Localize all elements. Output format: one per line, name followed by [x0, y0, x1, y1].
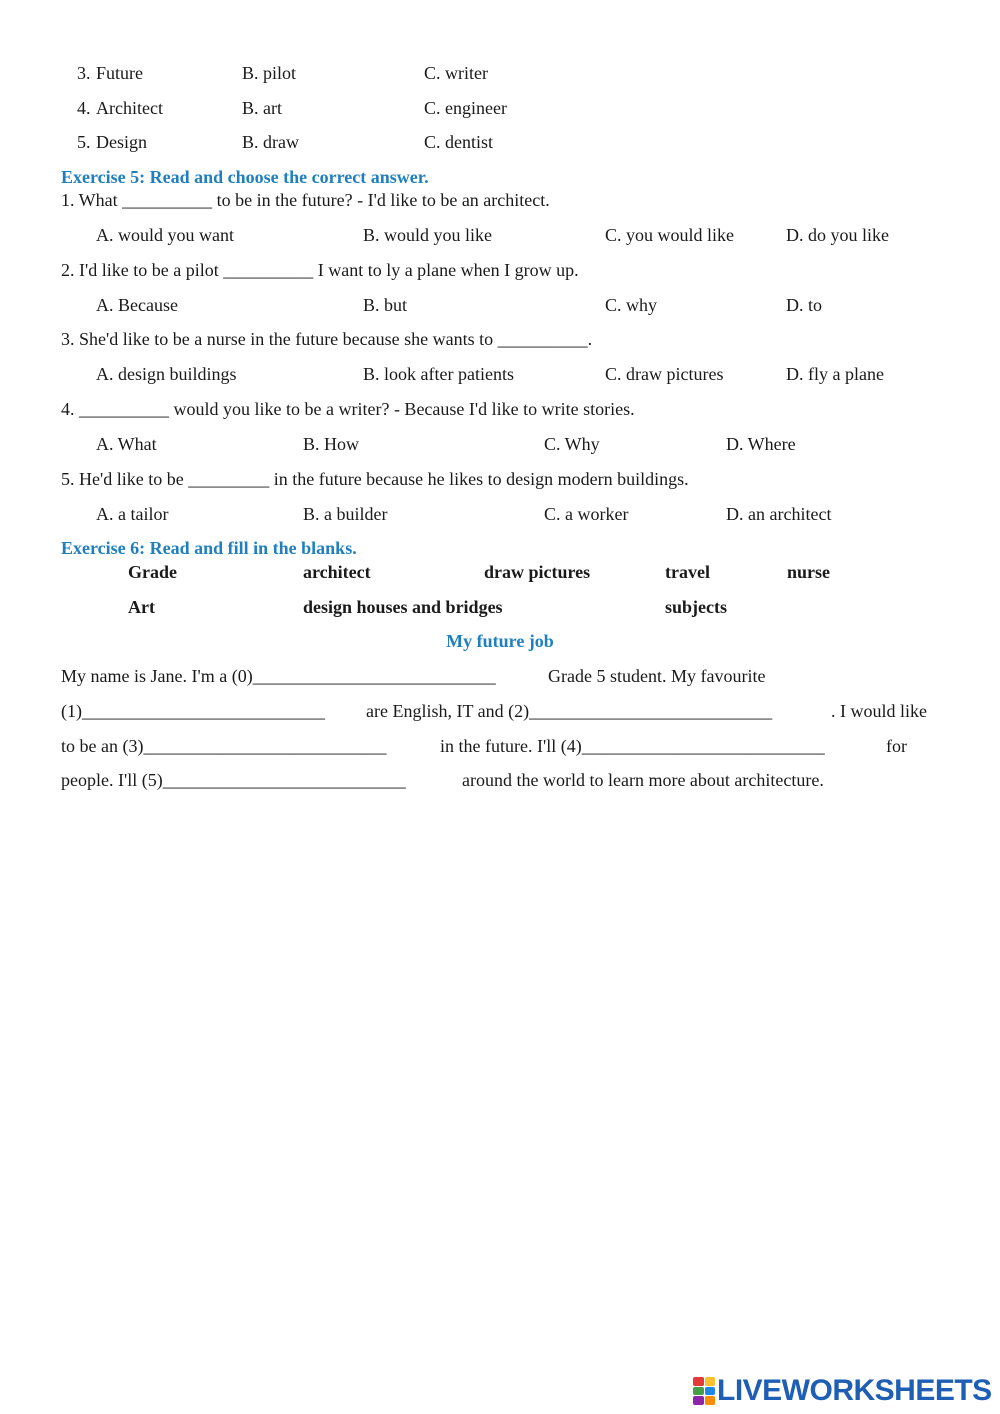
- blank-3[interactable]: to be an (3)___________________________: [61, 736, 387, 756]
- ex4-row-4-option-b: B. art: [242, 98, 282, 118]
- ex5-q5-option-d[interactable]: D. an architect: [726, 504, 832, 524]
- blank-1[interactable]: (1)___________________________: [61, 701, 325, 721]
- blank-2[interactable]: are English, IT and (2)___________________________: [366, 701, 773, 721]
- ex4-row-3-option-c: C. writer: [424, 63, 488, 83]
- ex5-q5-option-a[interactable]: A. a tailor: [96, 504, 169, 524]
- ex5-q4-option-d[interactable]: D. Where: [726, 434, 796, 454]
- word-bank-item: Grade: [128, 562, 177, 582]
- ex5-q3-option-c[interactable]: C. draw pictures: [605, 364, 724, 384]
- ex4-row-4-number: 4.: [77, 98, 91, 118]
- ex5-q2-option-a[interactable]: A. Because: [96, 295, 178, 315]
- passage-title: My future job: [446, 631, 554, 651]
- blank-4[interactable]: in the future. I'll (4)___________________________: [440, 736, 825, 756]
- ex5-q4-option-b[interactable]: B. How: [303, 434, 360, 454]
- ex4-row-4-word: Architect: [96, 98, 163, 118]
- ex4-row-5-option-b: B. draw: [242, 132, 299, 152]
- ex4-row-3-number: 3.: [77, 63, 91, 83]
- ex4-row-5-word: Design: [96, 132, 147, 152]
- passage-line-2-end: . I would like: [831, 701, 927, 721]
- ex5-q5-option-c[interactable]: C. a worker: [544, 504, 629, 524]
- ex4-row-4-option-c: C. engineer: [424, 98, 507, 118]
- ex5-q1-option-d[interactable]: D. do you like: [786, 225, 889, 245]
- passage-line-4-end: around the world to learn more about architecture.: [462, 770, 824, 790]
- ex5-q5-option-b[interactable]: B. a builder: [303, 504, 388, 524]
- ex5-q4-option-a[interactable]: A. What: [96, 434, 157, 454]
- ex5-q3-option-b[interactable]: B. look after patients: [363, 364, 514, 384]
- logo-mark-icon: [693, 1377, 715, 1405]
- passage-line-1-part-2: Grade 5 student. My favourite: [548, 666, 766, 686]
- ex4-row-5-option-c: C. dentist: [424, 132, 494, 152]
- logo-text: LIVEWORKSHEETS: [717, 1374, 992, 1407]
- word-bank-item: travel: [665, 562, 710, 582]
- word-bank-item: nurse: [787, 562, 831, 582]
- ex5-q1-option-c[interactable]: C. you would like: [605, 225, 734, 245]
- blank-5[interactable]: people. I'll (5)___________________________: [61, 770, 406, 790]
- ex5-q3-option-d[interactable]: D. fly a plane: [786, 364, 884, 384]
- word-bank-item: design houses and bridges: [303, 597, 503, 617]
- liveworksheets-logo[interactable]: [693, 1375, 992, 1407]
- passage-line-1-part-1[interactable]: My name is Jane. I'm a (0)___________________________: [61, 666, 496, 686]
- ex4-row-3-word: Future: [96, 63, 143, 83]
- ex5-q2-option-c[interactable]: C. why: [605, 295, 658, 315]
- ex5-question-1: 1. What __________ to be in the future? - I'd like to be an architect.: [61, 190, 550, 210]
- word-bank-item: Art: [128, 597, 155, 617]
- word-bank-item: draw pictures: [484, 562, 591, 582]
- ex5-q1-option-b[interactable]: B. would you like: [363, 225, 492, 245]
- ex5-q2-option-d[interactable]: D. to: [786, 295, 822, 315]
- exercise6-title: Exercise 6: Read and fill in the blanks.: [61, 538, 357, 558]
- ex5-q3-option-a[interactable]: A. design buildings: [96, 364, 237, 384]
- ex5-q1-option-a[interactable]: A. would you want: [96, 225, 234, 245]
- exercise5-title: Exercise 5: Read and choose the correct answer.: [61, 167, 429, 187]
- ex5-question-3: 3. She'd like to be a nurse in the future because she wants to __________.: [61, 329, 593, 349]
- ex5-q4-option-c[interactable]: C. Why: [544, 434, 600, 454]
- ex4-row-5-number: 5.: [77, 132, 91, 152]
- passage-line-3-end: for: [886, 736, 907, 756]
- ex5-question-2: 2. I'd like to be a pilot __________ I want to ly a plane when I grow up.: [61, 260, 579, 280]
- word-bank-item: subjects: [665, 597, 727, 617]
- word-bank-item: architect: [303, 562, 371, 582]
- ex4-row-3-option-b: B. pilot: [242, 63, 297, 83]
- ex5-q2-option-b[interactable]: B. but: [363, 295, 408, 315]
- ex5-question-4: 4. __________ would you like to be a writer? - Because I'd like to write stories.: [61, 399, 635, 419]
- ex5-question-5: 5. He'd like to be _________ in the future because he likes to design modern buildings.: [61, 469, 689, 489]
